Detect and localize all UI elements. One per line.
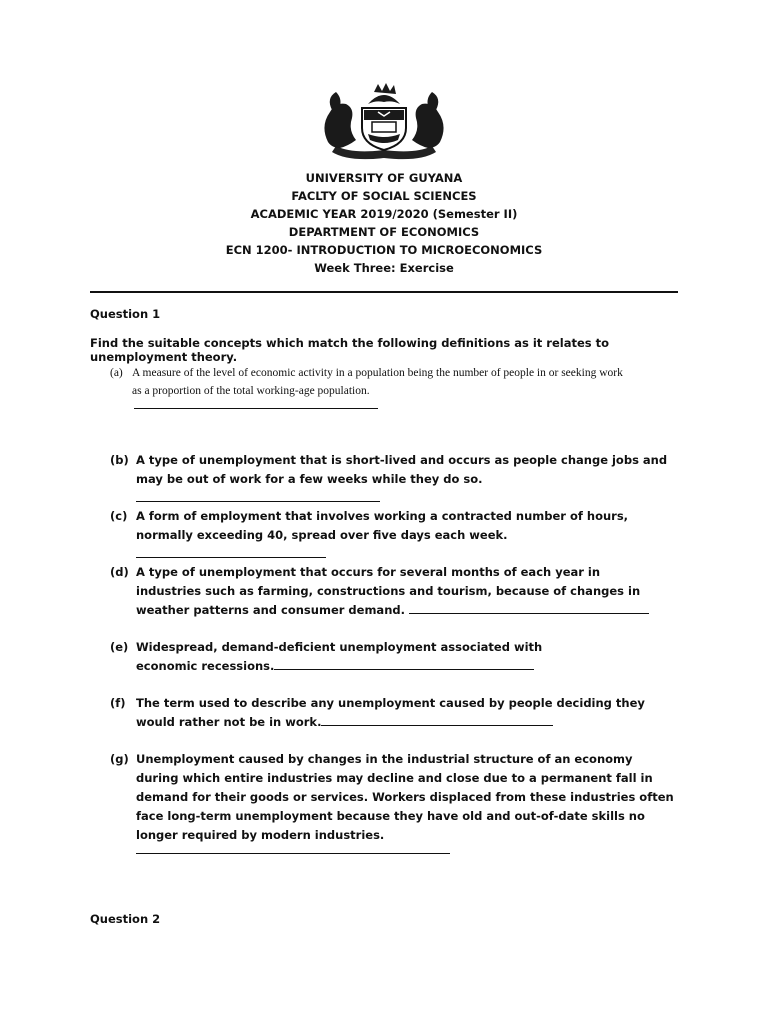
course-title: ECN 1200- INTRODUCTION TO MICROECONOMICS: [225, 243, 543, 257]
item-text: Widespread, demand-deficient unemployment associated with economic recessions.: [136, 640, 543, 673]
academic-year: ACADEMIC YEAR 2019/2020 (Semester II): [250, 207, 518, 221]
document-header: [0, 169, 768, 277]
item-label: (e): [110, 640, 129, 654]
item-text: The term used to describe any unemployment caused by people deciding they would rather not be in work.: [136, 696, 645, 729]
question-1-item-b: [110, 451, 678, 508]
week-title: Week Three: Exercise: [314, 261, 454, 275]
header-divider: [90, 291, 678, 293]
faculty-name: FACLTY OF SOCIAL SCIENCES: [291, 189, 477, 203]
item-label: (d): [110, 565, 129, 579]
question-1-item-f: [110, 694, 678, 732]
item-label: (g): [110, 752, 129, 766]
item-label: (f): [110, 696, 126, 710]
answer-blank[interactable]: [136, 845, 450, 854]
question-1-item-e: [110, 638, 678, 676]
answer-blank[interactable]: [321, 713, 553, 726]
item-text: Unemployment caused by changes in the industrial structure of an economy during which entire industries may decline and close due to a permanent fall in demand for their goods or services. Workers displaced from these industries often face long-term unemployment because they have old and out-of-date skills no longer required by modern industries.: [136, 752, 674, 842]
question-1-item-a: [110, 364, 678, 409]
item-text: A type of unemployment that is short-lived and occurs as people change jobs and may be out of work for a few weeks while they do so.: [136, 451, 678, 508]
answer-blank[interactable]: [136, 545, 326, 558]
item-text: A form of employment that involves working a contracted number of hours, normally exceeding 40, spread over five days each week.: [136, 507, 678, 564]
answer-blank[interactable]: [274, 657, 534, 670]
item-text: A type of unemployment that occurs for several months of each year in industries such as farming, constructions and tourism, because of changes in weather patterns and consumer demand.: [136, 563, 656, 620]
answer-blank[interactable]: [134, 400, 378, 409]
item-label: (c): [110, 509, 128, 523]
item-text: A measure of the level of economic activity in a population being the number of people in or seeking work as a proportion of the total working-age population.: [132, 367, 623, 397]
question-1-title: Question 1: [90, 307, 161, 321]
department-name: DEPARTMENT OF ECONOMICS: [288, 225, 480, 239]
question-1-item-g: [110, 750, 678, 854]
question-2-title: Question 2: [90, 912, 161, 926]
question-1-item-c: [110, 507, 678, 564]
answer-blank[interactable]: [409, 601, 649, 614]
answer-blank[interactable]: [136, 489, 380, 502]
university-crest-logo: [318, 82, 450, 164]
item-label: (b): [110, 453, 129, 467]
question-1-item-d: [110, 563, 678, 620]
university-name: UNIVERSITY OF GUYANA: [305, 171, 463, 185]
question-1-intro: Find the suitable concepts which match the following definitions as it relates to unemployment theory.: [90, 336, 610, 364]
item-label: (a): [110, 367, 123, 379]
